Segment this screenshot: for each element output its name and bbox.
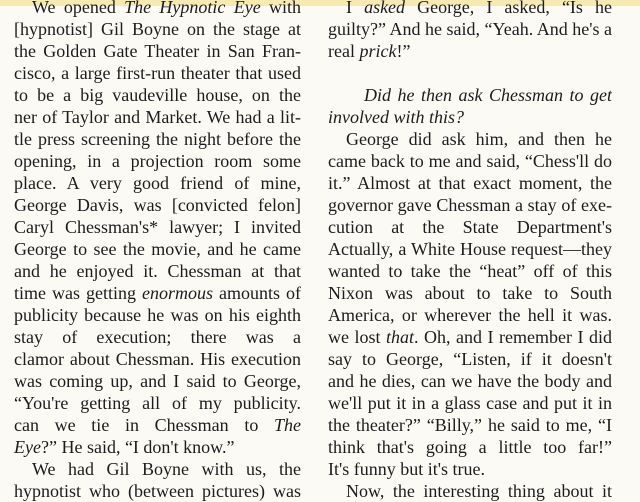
text-line: we'll put it in a glass case and put it in <box>328 393 612 413</box>
text-line: We opened The Hypnotic Eye with <box>32 0 301 17</box>
text-line: clamor about Chessman. His execution <box>14 349 301 369</box>
text-line: “You're getting all of my publicity. <box>14 393 301 413</box>
text-line: Nixon was about to take to South <box>328 283 612 303</box>
text-line: Caryl Chessman's* lawyer; I invited <box>14 217 301 237</box>
text-line: came back to me and said, “Chess'll do <box>328 151 612 171</box>
text-line: was coming up, and I said to George, <box>14 371 301 391</box>
text-line: publicity because he was on his eighth <box>14 305 301 325</box>
text-line: cution at the State Department's <box>328 217 612 237</box>
text-line: and he enjoyed it. Chessman at that <box>14 261 301 281</box>
text-line: We had Gil Boyne with us, the <box>32 459 301 479</box>
text-line: and he dies, can we have the body and <box>328 371 612 391</box>
text-line: Did he then ask Chessman to get <box>364 85 612 105</box>
text-line <box>328 62 612 84</box>
text-line: guilty?” And he said, “Yeah. And he's a <box>328 19 612 39</box>
text-line: George to see the movie, and he came <box>14 239 301 259</box>
text-line: America, or wherever the hell it was. <box>328 305 612 325</box>
text-line: can we tie in Chessman to The <box>14 415 301 435</box>
text-line: I asked George, I asked, “Is he <box>346 0 612 17</box>
text-line: opening, in a projection room some <box>14 151 301 171</box>
text-line: Now, the interesting thing about it <box>346 481 612 501</box>
text-line: the theater?” “Billy,” he said to me, “I <box>328 415 612 435</box>
text-line: the Golden Gate Theater in San Fran- <box>14 41 301 61</box>
text-line: hypnotist who (between pictures) was <box>14 481 301 501</box>
text-line: George did ask him, and then he <box>346 129 612 149</box>
text-line: [hypnotist] Gil Boyne on the stage at <box>14 19 301 39</box>
text-line: cisco, a large first-run theater that used <box>14 63 301 83</box>
text-line: we lost that. Oh, and I remember I did <box>328 327 612 347</box>
text-line: time was getting enormous amounts of <box>14 283 301 303</box>
text-line: governor gave Chessman a stay of exe- <box>328 195 612 215</box>
text-line: to be a big vaudeville house, on the <box>14 85 301 105</box>
text-line: tle press screening the night before the <box>14 129 301 149</box>
text-line: it.” Almost at that exact moment, the <box>328 173 612 193</box>
text-line: wanted to take the “heat” off of this <box>328 261 612 281</box>
text-line: say to George, “Listen, if it doesn't <box>328 349 612 369</box>
text-line: real prick!” <box>328 41 411 61</box>
text-line: George Davis, was [convicted felon] <box>14 195 301 215</box>
text-line: Actually, a White House request—they <box>328 239 612 259</box>
right-text-column <box>328 0 612 502</box>
text-line: stay of execution; there was a <box>14 327 301 347</box>
text-line: ner of Taylor and Market. We had a lit- <box>14 107 301 127</box>
text-line: involved with this? <box>328 107 464 127</box>
text-line: It's funny but it's true. <box>328 459 485 479</box>
text-line: Eye?” He said, “I don't know.” <box>14 437 235 457</box>
left-text-column <box>14 0 301 502</box>
text-line: place. A very good friend of mine, <box>14 173 301 193</box>
text-line: think that's going a little too far!” <box>328 437 612 457</box>
